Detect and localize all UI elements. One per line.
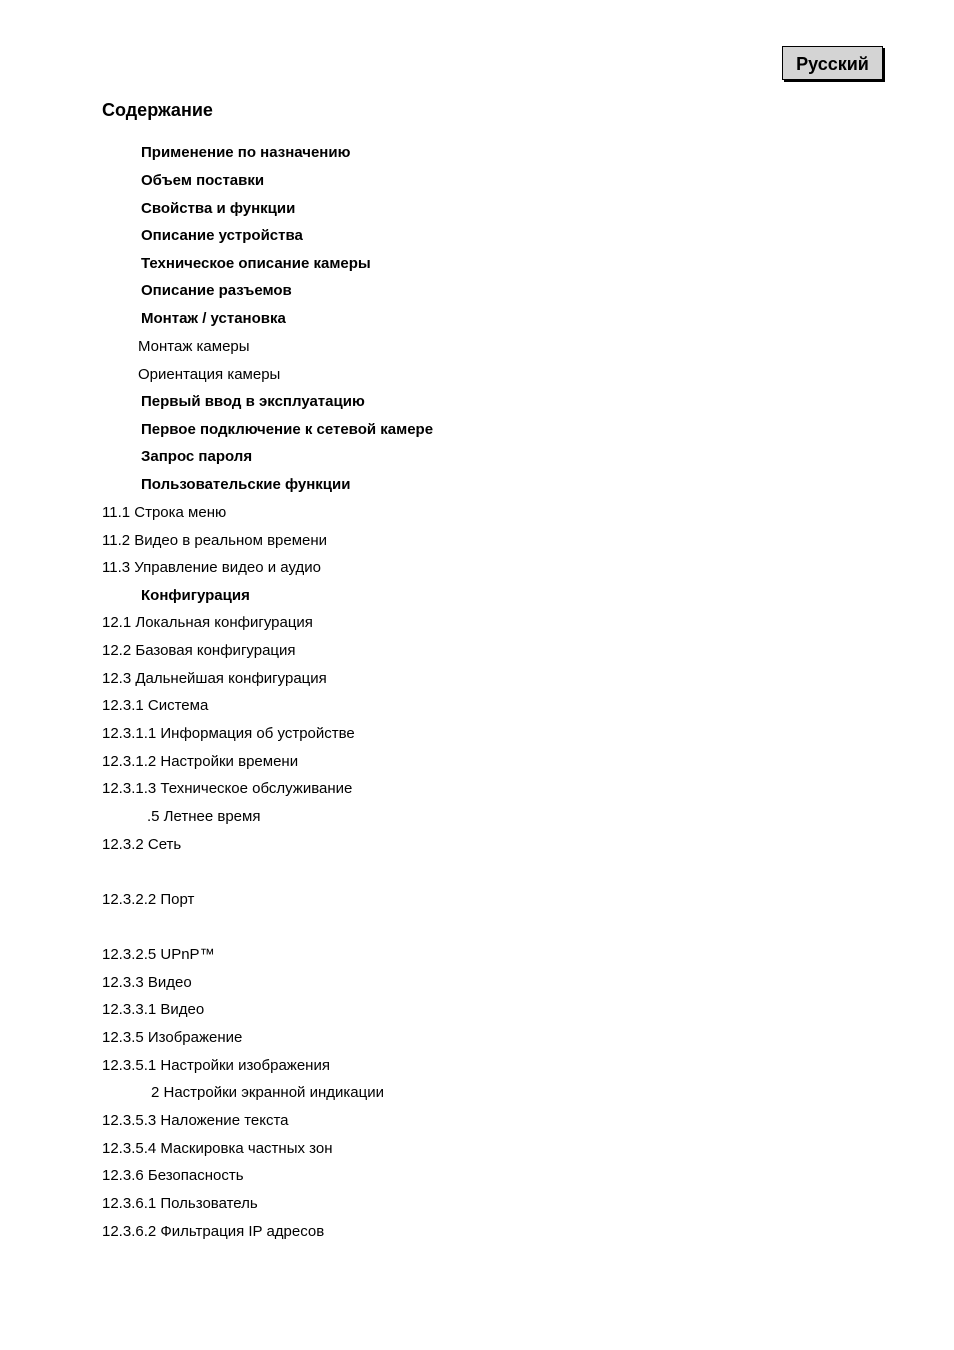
toc-entry: 12.3.5.1 Настройки изображения (102, 1057, 330, 1074)
toc-entry: 12.3.5.3 Наложение текста (102, 1112, 289, 1129)
toc-entry: 2 Настройки экранной индикации (151, 1084, 384, 1101)
toc-entry: 12.3.3.1 Видео (102, 1001, 205, 1018)
toc-entry: Монтаж камеры (138, 338, 250, 355)
toc-entry: 12.3.3 Видео (102, 974, 192, 991)
toc-entry: Первый ввод в эксплуатацию (141, 393, 365, 410)
toc-entry: Описание устройства (141, 227, 303, 244)
toc-entry: 12.3.6.2 Фильтрация IP адресов (102, 1223, 325, 1240)
toc-entry: Пользовательские функции (141, 476, 351, 493)
toc-entry: 12.3.1.3 Техническое обслуживание (102, 780, 353, 797)
toc-entry: 12.3.1 Система (102, 697, 209, 714)
toc-entry: 11.2 Видео в реальном времени (102, 532, 328, 549)
toc-entry: Применение по назначению (141, 144, 351, 161)
toc-entry: 12.1 Локальная конфигурация (102, 614, 313, 631)
toc-entry: 12.3.6.1 Пользователь (102, 1195, 258, 1212)
toc-entry: 11.3 Управление видео и аудио (102, 559, 321, 576)
toc-entry: Описание разъемов (141, 282, 292, 299)
toc-entry: Запрос пароля (141, 448, 253, 465)
toc-entry: Техническое описание камеры (141, 255, 371, 272)
toc-entry: Первое подключение к сетевой камере (141, 421, 434, 438)
toc-entry: .5 Летнее время (147, 808, 261, 825)
toc-entry: Ориентация камеры (138, 366, 281, 383)
toc-entry: 12.3.1.2 Настройки времени (102, 753, 299, 770)
toc-entry: Монтаж / установка (141, 310, 286, 327)
toc-entry: 12.3.1.1 Информация об устройстве (102, 725, 355, 742)
toc-entry: 12.3.2.2 Порт (102, 891, 195, 908)
toc-entry: Свойства и функции (141, 200, 296, 217)
toc-entry: 12.3.5 Изображение (102, 1029, 243, 1046)
toc-entry: Объем поставки (141, 172, 265, 189)
language-badge: Русский (782, 46, 883, 80)
toc-entry: 12.3.5.4 Маскировка частных зон (102, 1140, 333, 1157)
toc-entry: 12.2 Базовая конфигурация (102, 642, 296, 659)
toc-entry: Конфигурация (141, 587, 250, 604)
toc-entry: 12.3 Дальнейшая конфигурация (102, 670, 327, 687)
toc-entry: 12.3.2.5 UPnP™ (102, 946, 215, 963)
toc-title: Содержание (102, 100, 213, 120)
toc-entry: 11.1 Строка меню (102, 504, 227, 521)
toc-entry: 12.3.6 Безопасность (102, 1167, 244, 1184)
toc-entry: 12.3.2 Сеть (102, 836, 182, 853)
